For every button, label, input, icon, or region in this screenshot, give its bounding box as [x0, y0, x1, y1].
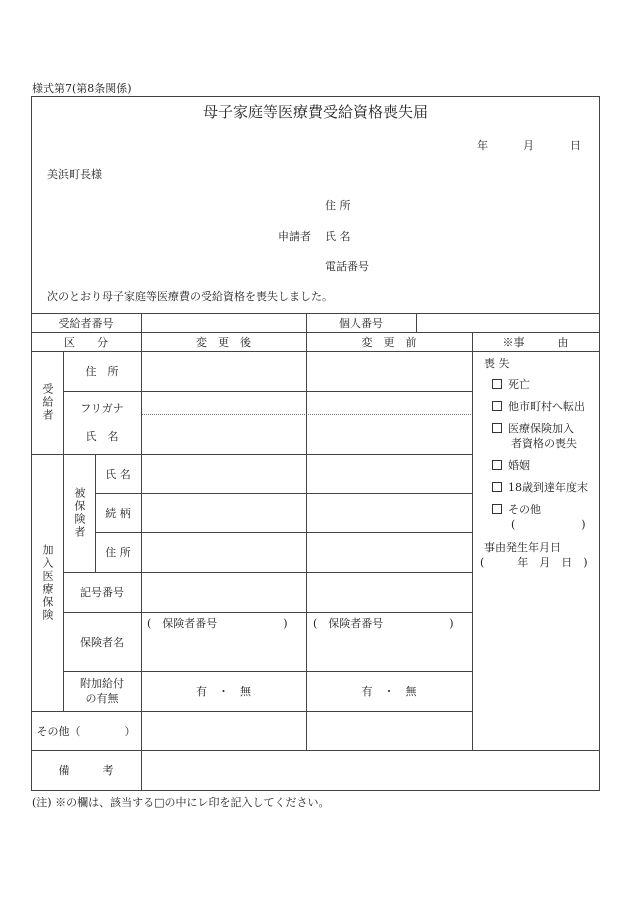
- applicant-address-label: 住 所: [325, 199, 351, 212]
- occurrence-date-label: 事由発生年月日: [484, 541, 561, 554]
- checkbox[interactable]: [492, 460, 502, 470]
- checkbox[interactable]: [492, 504, 502, 514]
- checkbox[interactable]: [492, 401, 502, 411]
- form-number-label: 様式第7(第8条関係): [32, 82, 132, 95]
- before-change-header: 変 更 前: [361, 335, 417, 349]
- insured-address-label: 住 所: [105, 546, 131, 559]
- reason-insurance-join: 医療保険加入: [508, 422, 574, 435]
- insurance-group-label: 加入医療保険: [41, 543, 54, 622]
- date-year-label: 年: [477, 139, 488, 152]
- category-header: 区 分: [64, 335, 108, 349]
- reason-moved-out: 他市町村へ転出: [508, 400, 585, 413]
- other-label: その他（ ）: [36, 724, 136, 738]
- after-change-header: 変 更 後: [196, 335, 251, 349]
- recipient-address-label: 住 所: [85, 365, 119, 378]
- reason-age-18: 18歳到達年度末: [508, 481, 588, 494]
- applicant-name-label: 氏 名: [325, 230, 351, 243]
- applicant-phone-label: 電話番号: [325, 260, 369, 273]
- insurer-number-before: ( 保険者番号 ): [313, 617, 454, 630]
- recipient-number-label: 受給者番号: [58, 316, 114, 330]
- applicant-label: 申請者: [278, 230, 311, 243]
- insured-person-label: 被保険者: [73, 487, 86, 539]
- supplement-label-line1: 附加給付: [80, 677, 124, 690]
- reason-other-parenthesis: ( ): [511, 518, 586, 531]
- individual-number-label: 個人番号: [339, 316, 383, 330]
- insurer-number-after: ( 保険者番号 ): [147, 617, 288, 630]
- insured-relation-label: 続 柄: [105, 506, 131, 520]
- page-title: 母子家庭等医療費受給資格喪失届: [202, 103, 428, 121]
- recipient-furigana-label: フリガナ: [80, 402, 124, 415]
- addressee: 美浜町長様: [47, 168, 102, 181]
- reason-death: 死亡: [508, 378, 530, 391]
- reason-header: ※事 由: [502, 335, 569, 349]
- supplement-after-value: 有 ・ 無: [196, 685, 251, 698]
- reason-other: その他: [508, 503, 541, 516]
- date-month-label: 月: [523, 139, 534, 152]
- checkbox[interactable]: [492, 482, 502, 492]
- reason-insurance-join-line2: 者資格の喪失: [511, 437, 577, 450]
- checkbox[interactable]: [492, 379, 502, 389]
- loss-heading: 喪 失: [484, 357, 510, 370]
- date-day-label: 日: [570, 139, 581, 152]
- supplement-label-line2: の有無: [85, 692, 119, 705]
- insured-name-label: 氏 名: [105, 467, 131, 481]
- recipient-name-label: 氏 名: [85, 430, 119, 443]
- reason-marriage: 婚姻: [508, 459, 530, 472]
- footnote: (注) ※の欄は、該当する□の中にレ印を記入してください。: [32, 796, 330, 809]
- statement-text: 次のとおり母子家庭等医療費の受給資格を喪失しました。: [47, 290, 333, 303]
- symbol-number-label: 記号番号: [80, 586, 124, 599]
- occurrence-date-value: ( 年 月 日 ): [480, 556, 588, 569]
- recipient-group-label: 受給者: [41, 383, 54, 422]
- supplement-before-value: 有 ・ 無: [361, 685, 417, 698]
- remarks-label: 備 考: [58, 764, 114, 777]
- insurer-name-label: 保険者名: [80, 635, 124, 649]
- checkbox[interactable]: [492, 423, 502, 433]
